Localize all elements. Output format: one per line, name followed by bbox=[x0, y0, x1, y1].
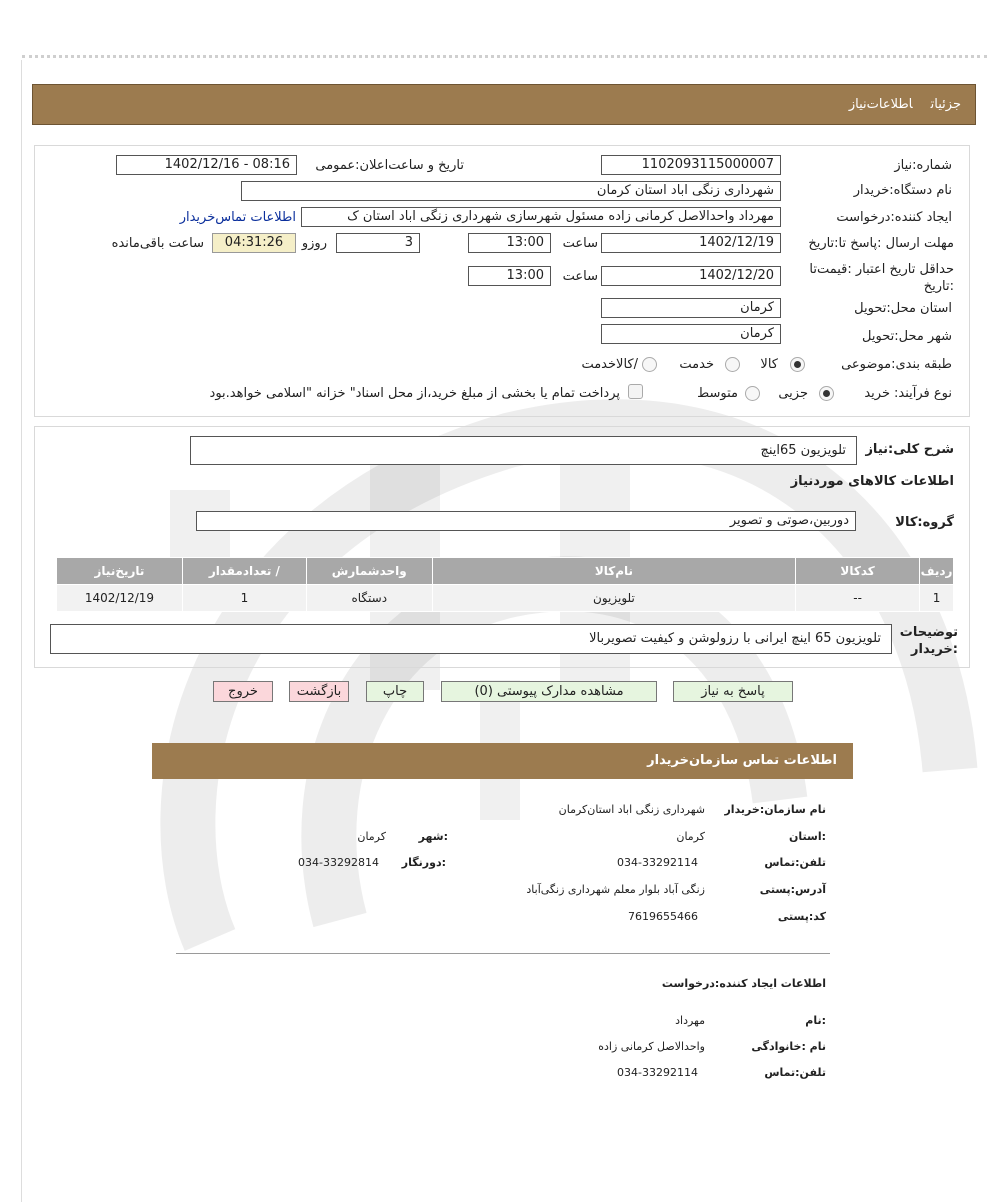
buyer-label: نام دستگاه:خریدار bbox=[853, 183, 952, 198]
cell-unit: دستگاه bbox=[306, 585, 432, 612]
process-radio-minor[interactable] bbox=[819, 386, 834, 401]
print-button[interactable]: چاپ bbox=[366, 681, 424, 702]
contact-postal-value: 7619655466 bbox=[628, 910, 698, 923]
creator-name-label: :نام bbox=[805, 1014, 826, 1027]
process-buy-label: خرید bbox=[864, 386, 890, 401]
days-field: 3 bbox=[336, 233, 420, 253]
crumb-need-info[interactable]: اطلاعات‌نیاز bbox=[848, 97, 913, 112]
delivery-province-field: کرمان bbox=[601, 298, 781, 318]
buyer-contact-title: اطلاعات تماس سازمان‌خریدار bbox=[647, 753, 837, 768]
contact-postal-label: کد:پستی bbox=[777, 910, 826, 923]
col-row: ردیف bbox=[920, 558, 954, 585]
process-radio-medium[interactable] bbox=[745, 386, 760, 401]
crumb-details[interactable]: جزئیات bbox=[930, 97, 961, 112]
cell-date: 1402/12/19 bbox=[57, 585, 183, 612]
need-description-field: تلویزیون 65اینچ bbox=[190, 436, 857, 465]
contact-fax-label: :دورنگار bbox=[401, 856, 446, 869]
goods-info-title: اطلاعات کالاهای موردنیاز bbox=[790, 474, 954, 489]
treasury-payment-checkbox[interactable] bbox=[628, 384, 643, 399]
announce-field: 1402/12/16 - 08:16 bbox=[116, 155, 297, 175]
contact-phone-value: 034-33292114 bbox=[617, 856, 698, 869]
creator-phone-value: 034-33292114 bbox=[617, 1066, 698, 1079]
contact-city-label: :شهر bbox=[418, 830, 448, 843]
contact-fax-value: 034-33292814 bbox=[298, 856, 379, 869]
buyer-notes-label: توضیحات :خریدار bbox=[899, 625, 958, 657]
col-unit: واحدشمارش bbox=[306, 558, 432, 585]
contact-address-value: زنگی آباد بلوار معلم شهرداری زنگی‌آباد bbox=[526, 883, 705, 896]
category-label: طبقه بندی:موضوعی bbox=[841, 357, 952, 372]
need-number-field: 1102093115000007 bbox=[601, 155, 781, 175]
cell-code: -- bbox=[796, 585, 920, 612]
delivery-city-label: شهر محل:تحویل bbox=[862, 329, 952, 344]
goods-group-label: گروه:کالا bbox=[895, 515, 954, 530]
creator-family-value: واحدالاصل کرمانی زاده bbox=[598, 1040, 705, 1053]
delivery-city-field: کرمان bbox=[601, 324, 781, 344]
category-goods-label: کالا bbox=[760, 357, 778, 372]
process-minor-label: جزیی bbox=[778, 386, 808, 401]
goods-table-header bbox=[57, 558, 954, 585]
col-code: کدکالا bbox=[796, 558, 920, 585]
validity-date-field: 1402/12/20 bbox=[601, 266, 781, 286]
creator-field: مهرداد واحدالاصل کرمانی زاده مسئول شهرسازی شهرداری زنگی اباد استان ک bbox=[301, 207, 781, 227]
creator-info-title: اطلاعات ایجاد کننده:درخواست bbox=[661, 977, 826, 990]
category-radio-service[interactable] bbox=[725, 357, 740, 372]
contact-phone-label: تلفن:تماس bbox=[764, 856, 826, 869]
creator-family-label: نام :خانوادگی bbox=[751, 1040, 826, 1053]
contact-province-value: کرمان bbox=[676, 830, 705, 843]
col-name: نام‌کالا bbox=[432, 558, 795, 585]
buyer-contact-header bbox=[152, 743, 853, 779]
buyer-field: شهرداری زنگی اباد استان کرمان bbox=[241, 181, 781, 201]
remaining-label: ساعت باقی‌مانده bbox=[111, 236, 204, 251]
remaining-time-field: 04:31:26 bbox=[212, 233, 296, 253]
delivery-province-label: استان محل:تحویل bbox=[854, 301, 952, 316]
validity-label: حداقل تاریخ اعتبار :قیمت‌تا :تاریخ bbox=[809, 262, 954, 294]
announce-label: تاریخ و ساعت‌اعلان:عمومی bbox=[315, 158, 464, 173]
back-button[interactable]: بازگشت bbox=[289, 681, 349, 702]
deadline-date-field: 1402/12/19 bbox=[601, 233, 781, 253]
process-medium-label: متوسط bbox=[697, 386, 738, 401]
cell-row: 1 bbox=[920, 585, 954, 612]
days-label: روزو bbox=[301, 236, 327, 251]
org-name-value: شهرداری زنگی اباد استان‌کرمان bbox=[558, 803, 705, 816]
contact-city-value: کرمان bbox=[357, 830, 386, 843]
page-left-border bbox=[21, 60, 22, 1202]
goods-group-field: دوربین،صوتی و تصویر bbox=[196, 511, 856, 531]
buyer-notes-field: تلویزیون 65 اینچ ایرانی با رزولوشن و کیفیت تصویربالا bbox=[50, 624, 892, 654]
creator-phone-label: تلفن:تماس bbox=[764, 1066, 826, 1079]
deadline-label: مهلت ارسال :پاسخ تا:تاریخ bbox=[808, 236, 954, 251]
view-attachments-button[interactable]: مشاهده مدارک پیوستی (0) bbox=[441, 681, 657, 702]
exit-button[interactable]: خروج bbox=[213, 681, 273, 702]
category-goods-service-label: /کالاخدمت bbox=[581, 357, 638, 372]
deadline-time-field: 13:00 bbox=[468, 233, 551, 253]
details-header bbox=[32, 84, 976, 125]
contact-province-label: :استان bbox=[789, 830, 826, 843]
creator-label: ایجاد کننده:درخواست bbox=[836, 210, 952, 225]
need-number-label: شماره:نیاز bbox=[894, 158, 952, 173]
goods-table bbox=[56, 557, 954, 612]
category-radio-goods[interactable] bbox=[790, 357, 805, 372]
category-radio-goods-service[interactable] bbox=[642, 357, 657, 372]
deadline-time-label: ساعت bbox=[562, 236, 598, 251]
category-service-label: خدمت bbox=[679, 357, 714, 372]
buyer-contact-link[interactable]: اطلاعات تماس‌خریدار bbox=[179, 210, 296, 225]
contact-divider bbox=[176, 953, 830, 954]
reply-to-need-button[interactable]: پاسخ به نیاز bbox=[673, 681, 793, 702]
col-date: تاریخ‌نیاز bbox=[57, 558, 183, 585]
contact-address-label: آدرس:پستی bbox=[759, 883, 826, 896]
cell-qty: 1 bbox=[182, 585, 306, 612]
treasury-payment-note: پرداخت تمام یا بخشی از مبلغ خرید،از محل اسناد" خزانه "اسلامی خواهد.بود bbox=[209, 386, 620, 401]
validity-time-field: 13:00 bbox=[468, 266, 551, 286]
process-label: نوع فرآیند: bbox=[894, 386, 952, 401]
creator-name-value: مهرداد bbox=[675, 1014, 705, 1027]
top-dotted-divider bbox=[22, 55, 987, 58]
org-name-label: نام سازمان:خریدار bbox=[724, 803, 826, 816]
cell-name: تلویزیون bbox=[432, 585, 795, 612]
col-qty: / تعدادمقدار bbox=[182, 558, 306, 585]
validity-time-label: ساعت bbox=[562, 269, 598, 284]
table-row bbox=[57, 585, 954, 612]
need-description-label: شرح کلی:نیاز bbox=[865, 442, 954, 457]
